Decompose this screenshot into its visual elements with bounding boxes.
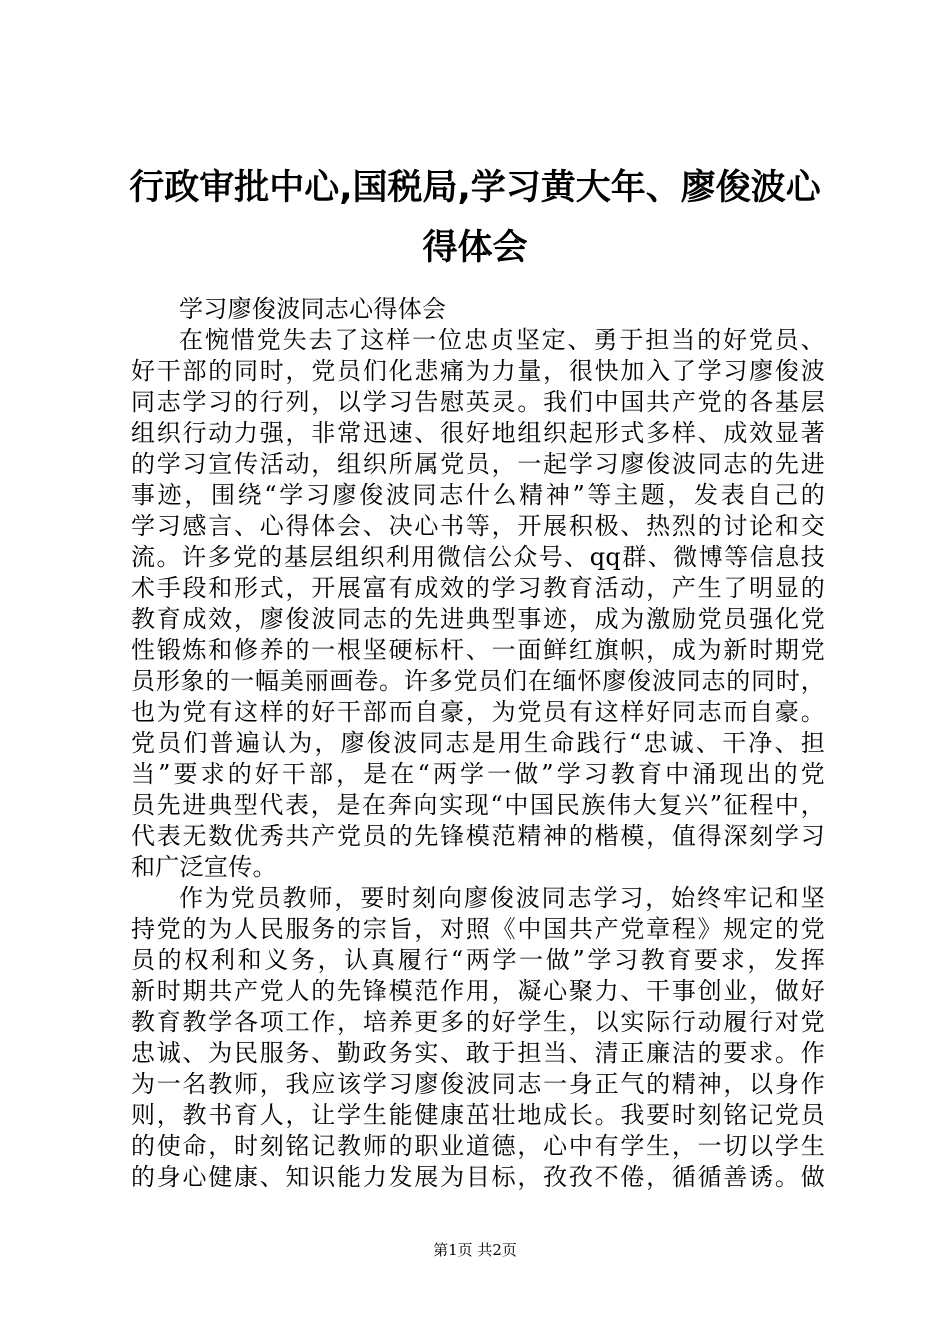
subtitle-line: 学习廖俊波同志心得体会 [179,295,447,323]
text-line: 的使命，时刻铭记教师的职业道德，心中有学生，一切以学生 [131,1132,825,1160]
text-line: 和广泛宣传。 [131,853,277,881]
text-line: 术手段和形式，开展富有成效的学习教育活动，产生了明显的 [131,574,825,602]
text-line: 也为党有这样的好干部而自豪，为党员有这样好同志而自豪。 [131,698,825,726]
document-title [100,158,850,278]
text-line: 为一名教师，我应该学习廖俊波同志一身正气的精神，以身作 [131,1070,825,1098]
text-line: 学习感言、心得体会、决心书等，开展积极、热烈的讨论和交 [131,512,825,540]
text-line: 持党的为人民服务的宗旨，对照《中国共产党章程》规定的党 [131,915,825,943]
document-body [131,294,825,1193]
text-line: 当”要求的好干部，是在“两学一做”学习教育中涌现出的党 [131,760,825,788]
title-line-1: 行政审批中心,国税局,学习黄大年、廖俊波心 [129,168,821,208]
text-line: 同志学习的行列，以学习告慰英灵。我们中国共产党的各基层 [131,388,825,416]
text-line: 作为党员教师，要时刻向廖俊波同志学习，始终牢记和坚 [179,884,825,912]
text-line: 好干部的同时，党员们化悲痛为力量，很快加入了学习廖俊波 [131,357,825,385]
text-line: 党员们普遍认为，廖俊波同志是用生命践行“忠诚、干净、担 [131,729,825,757]
page-number: 第1页 共2页 [433,1241,517,1259]
text-line: 教育成效，廖俊波同志的先进典型事迹，成为激励党员强化党 [131,605,825,633]
text-line: 事迹，围绕“学习廖俊波同志什么精神”等主题，发表自己的 [131,481,825,509]
title-line-2: 得体会 [422,228,528,268]
text-line: 员先进典型代表，是在奔向实现“中国民族伟大复兴”征程中， [131,791,825,819]
text-line: 组织行动力强，非常迅速、很好地组织起形式多样、成效显著 [131,419,825,447]
text-line: 员形象的一幅美丽画卷。许多党员们在缅怀廖俊波同志的同时， [131,667,825,695]
text-line: 新时期共产党人的先锋模范作用，凝心聚力、干事创业，做好 [131,977,825,1005]
text-line: 忠诚、为民服务、勤政务实、敢于担当、清正廉洁的要求。作 [131,1039,825,1067]
text-line: 则，教书育人，让学生能健康茁壮地成长。我要时刻铭记党员 [131,1101,825,1129]
text-line: 的学习宣传活动，组织所属党员，一起学习廖俊波同志的先进 [131,450,825,478]
text-line: 员的权利和义务，认真履行“两学一做”学习教育要求，发挥 [131,946,825,974]
text-line: 性锻炼和修养的一根坚硬标杆、一面鲜红旗帜，成为新时期党 [131,636,825,664]
text-line: 代表无数优秀共产党员的先锋模范精神的楷模，值得深刻学习 [131,822,825,850]
text-line: 在惋惜党失去了这样一位忠贞坚定、勇于担当的好党员、 [179,326,825,354]
text-line: 的身心健康、知识能力发展为目标，孜孜不倦，循循善诱。做 [131,1163,825,1191]
text-line: 教育教学各项工作，培养更多的好学生，以实际行动履行对党 [131,1008,825,1036]
text-line: 流。许多党的基层组织利用微信公众号、qq群、微博等信息技 [131,543,825,571]
